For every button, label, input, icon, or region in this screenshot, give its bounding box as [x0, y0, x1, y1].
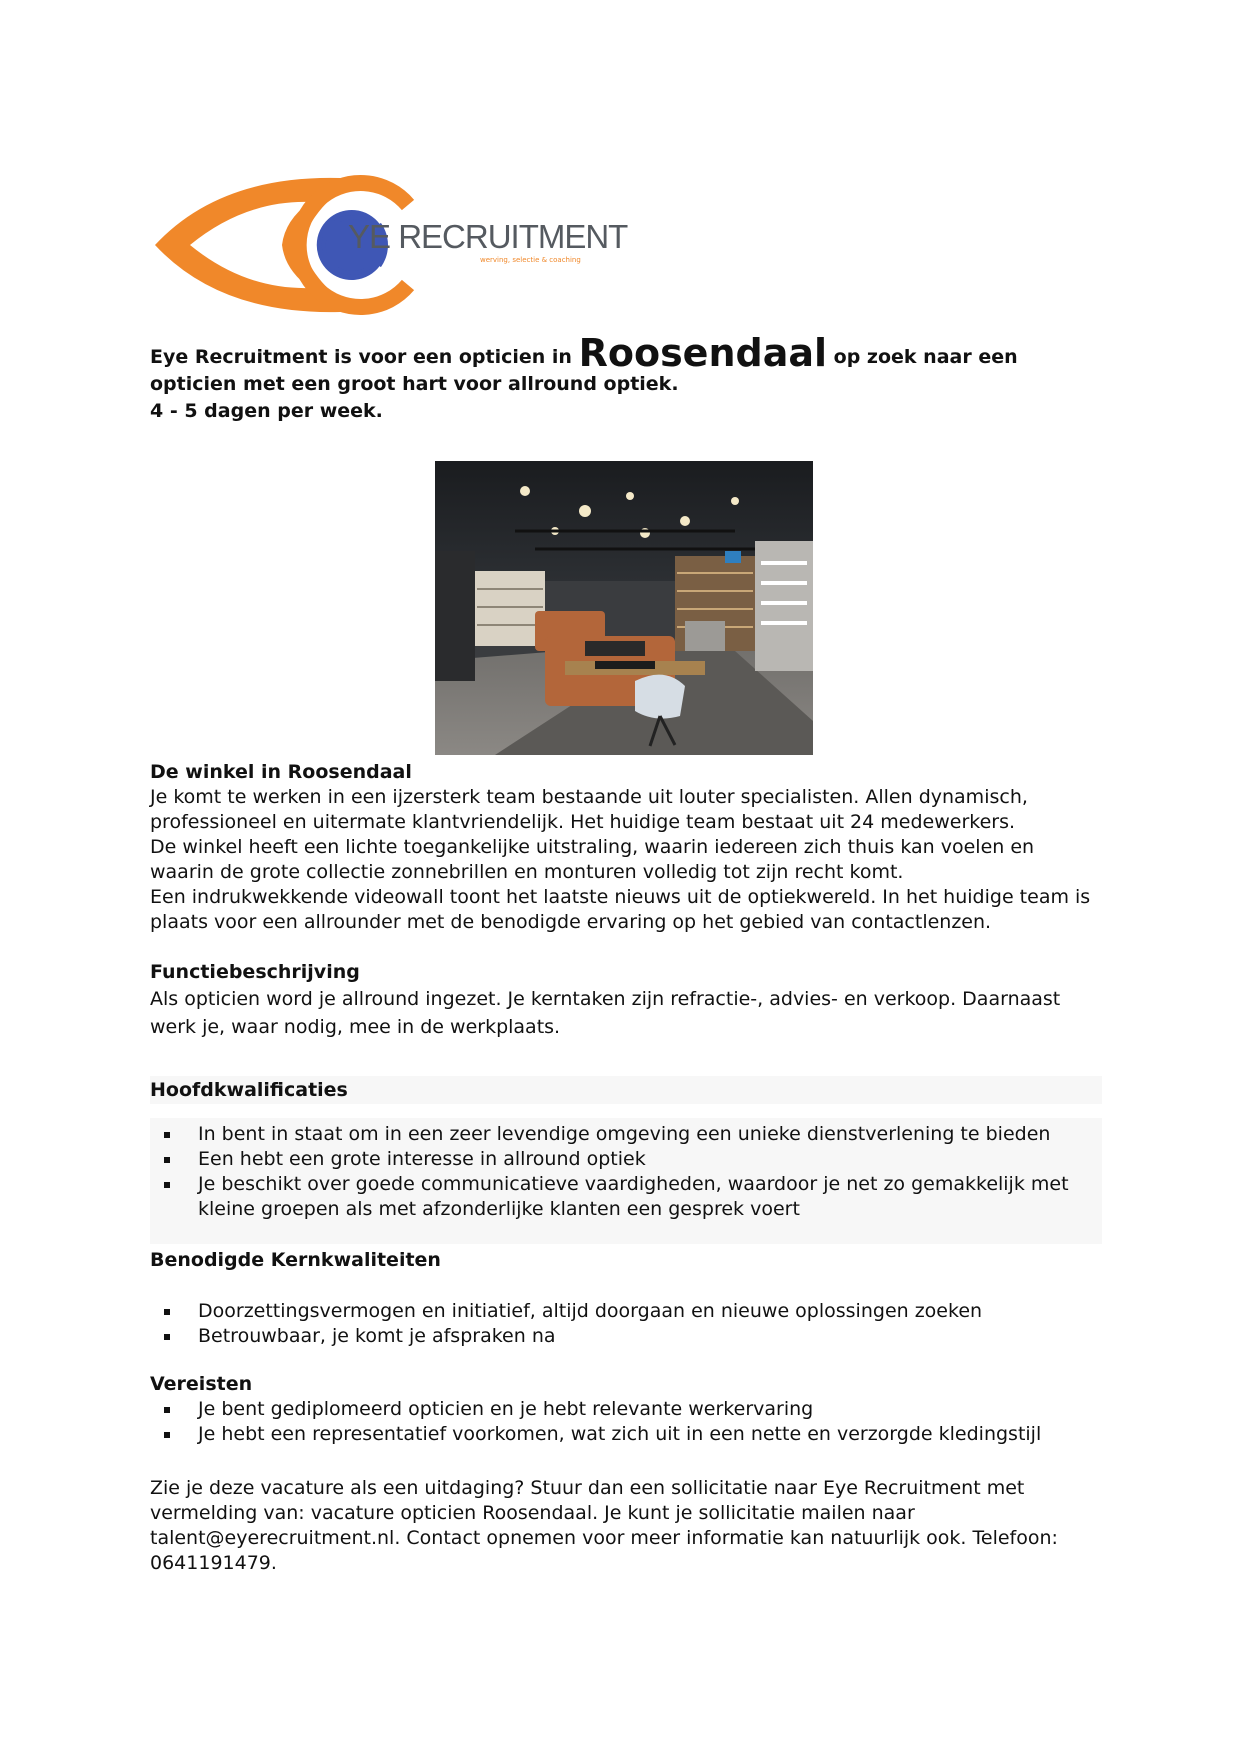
intro-text-after: op zoek naar een: [833, 346, 1018, 368]
winkel-line: professioneel en uitermate klantvriendelijk. Het huidige team bestaat uit 24 medewerkers.: [150, 811, 1016, 833]
list-item: [150, 1147, 1102, 1172]
hoofd-title: Hoofdkwalificaties: [150, 1079, 348, 1101]
list-item: [150, 1422, 1110, 1447]
contact-line: vermelding van: vacature opticien Roosendaal. Je kunt je sollicitatie mailen naar: [150, 1502, 915, 1524]
list-item: [150, 1299, 1110, 1324]
section-functie: [150, 960, 1110, 1041]
bullet-icon: [164, 1407, 170, 1413]
kern-list: [150, 1299, 1110, 1349]
vereisten-list: [150, 1397, 1110, 1447]
list-item: [150, 1172, 1102, 1197]
bullet-icon: [164, 1157, 170, 1163]
logo-tagline: werving, selectie & coaching: [480, 256, 581, 264]
list-item-text: Je bent gediplomeerd opticien en je hebt relevante werkervaring: [198, 1398, 814, 1420]
winkel-line: waarin de grote collectie zonnebrillen en monturen volledig tot zijn recht komt.: [150, 861, 904, 883]
bullet-icon: [164, 1309, 170, 1315]
bullet-icon: [164, 1182, 170, 1188]
store-photo-illustration: [435, 461, 813, 755]
kern-title: Benodigde Kernkwaliteiten: [150, 1249, 441, 1271]
logo-text: YE RECRUITMENT: [348, 218, 628, 255]
winkel-line: plaats voor een allrounder met de benodigde ervaring op het gebied van contactlenzen.: [150, 911, 992, 933]
list-item-text: In bent in staat om in een zeer levendige omgeving een unieke dienstverlening te bieden: [198, 1123, 1051, 1145]
section-vereisten: [150, 1372, 1110, 1447]
vereisten-title: Vereisten: [150, 1373, 253, 1395]
functie-line: werk je, waar nodig, mee in de werkplaats.: [150, 1016, 561, 1038]
list-item-continuation: [150, 1197, 1102, 1222]
functie-line: Als opticien word je allround ingezet. Je kerntaken zijn refractie-, advies- en verkoop. Daarnaast: [150, 988, 1061, 1010]
intro-text-before: Eye Recruitment is voor een opticien in: [150, 346, 572, 368]
list-item: [150, 1122, 1102, 1147]
hoofd-list: [150, 1118, 1102, 1222]
hoofd-title-band: [150, 1076, 1102, 1104]
intro-line-3: 4 - 5 dagen per week.: [150, 400, 383, 422]
bullet-icon: [164, 1432, 170, 1438]
functie-title: Functiebeschrijving: [150, 961, 360, 983]
list-item: [150, 1324, 1110, 1349]
list-item-text: Je hebt een representatief voorkomen, wat zich uit in een nette en verzorgde kledingstijl: [198, 1423, 1042, 1445]
list-item-text: Een hebt een grote interesse in allround optiek: [198, 1148, 646, 1170]
hoofd-list-band: [150, 1118, 1102, 1244]
contact-paragraph: [150, 1476, 1110, 1576]
intro-line-2: opticien met een groot hart voor allround optiek.: [150, 373, 679, 395]
intro-line-1: [150, 331, 1110, 375]
section-winkel: [150, 760, 1110, 935]
list-item: [150, 1397, 1110, 1422]
eye-recruitment-logo: [150, 170, 630, 320]
winkel-line: Een indrukwekkende videowall toont het laatste nieuws uit de optiekwereld. In het huidige team is: [150, 886, 1091, 908]
list-item-text: Doorzettingsvermogen en initiatief, altijd doorgaan en nieuwe oplossingen zoeken: [198, 1300, 983, 1322]
intro-heading: [150, 331, 1110, 425]
intro-city: Roosendaal: [578, 331, 828, 375]
winkel-body: [150, 785, 1110, 935]
bullet-icon: [164, 1334, 170, 1340]
contact-line: talent@eyerecruitment.nl. Contact opnemen voor meer informatie kan natuurlijk ook. Telefoon:: [150, 1527, 1058, 1549]
winkel-title: De winkel in Roosendaal: [150, 761, 412, 783]
list-item-text: Je beschikt over goede communicatieve vaardigheden, waardoor je net zo gemakkelijk met: [198, 1173, 1069, 1195]
list-item-text: kleine groepen als met afzonderlijke klanten een gesprek voert: [198, 1198, 800, 1220]
store-interior-photo: [435, 461, 813, 755]
contact-line: 0641191479.: [150, 1552, 277, 1574]
section-kern: [150, 1248, 1110, 1349]
winkel-line: De winkel heeft een lichte toegankelijke uitstraling, waarin iedereen zich thuis kan voelen en: [150, 836, 1035, 858]
contact-line: Zie je deze vacature als een uitdaging? Stuur dan een sollicitatie naar Eye Recruitment met: [150, 1477, 1025, 1499]
list-item-text: Betrouwbaar, je komt je afspraken na: [198, 1325, 556, 1347]
functie-body: [150, 985, 1110, 1041]
bullet-icon: [164, 1132, 170, 1138]
winkel-line: Je komt te werken in een ijzersterk team bestaande uit louter specialisten. Allen dynamisch,: [150, 786, 1028, 808]
